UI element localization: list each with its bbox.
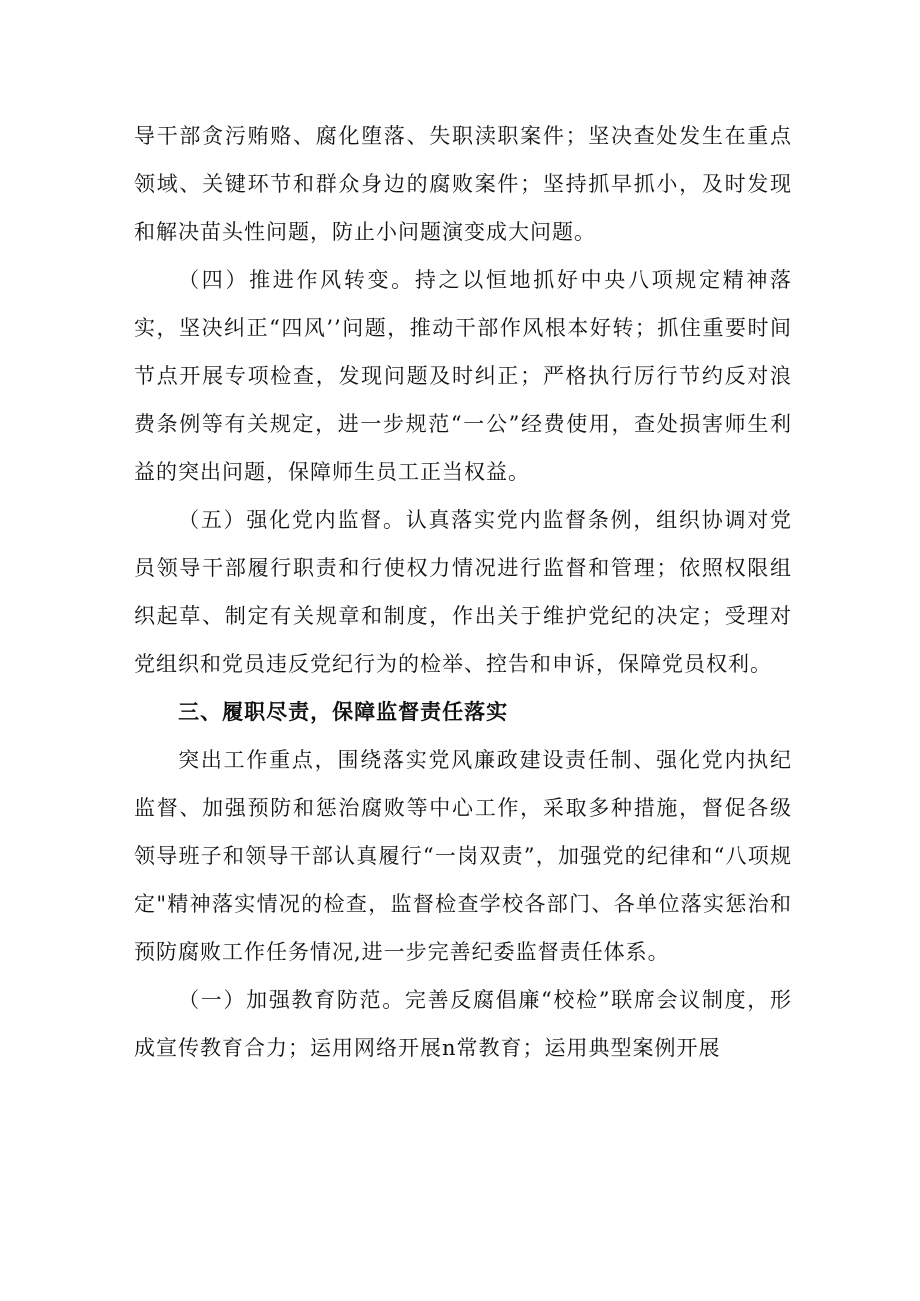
paragraph-section-intro: 突出工作重点，围绕落实党风廉政建设责任制、强化党内执纪监督、加强预防和惩治腐败等中心工作，采取多种措施，督促各级领导班子和领导干部认真履行“一岗双责”，加强党的纪律和“八项规定"精神落实情况的检查，监督检查学校各部门、各单位落实惩治和预防腐败工作任务情况,进一步完善纪委监督责任体系。 [134, 748, 792, 964]
paragraph-cases-continuation: 导干部贪污贿赂、腐化堕落、失职渎职案件；坚决查处发生在重点领域、关键环节和群众身边的腐败案件；坚持抓早抓小，及时发现和解决苗头性问题，防止小问题演变成大问题。 [134, 124, 792, 244]
paragraph-party-supervision: （五）强化党内监督。认真落实党内监督条例，组织协调对党员领导干部履行职责和行使权力情况进行监督和管理；依照权限组织起草、制定有关规章和制度，作出关于维护党纪的决定；受理对党组织和党员违反党纪行为的检举、控告和申诉，保障党员权利。 [134, 508, 792, 676]
document-page [134, 112, 792, 1072]
paragraph-work-style: （四）推进作风转变。持之以恒地抓好中央八项规定精神落实，坚决纠正“四风’’问题，推动干部作风根本好转；抓住重要时间节点开展专项检查，发现问题及时纠正；严格执行厉行节约反对浪费条例等有关规定，进一步规范“一公”经费使用，查处损害师生利益的突出问题，保障师生员工正当权益。 [134, 268, 792, 484]
paragraph-education-prevention: （一）加强教育防范。完善反腐倡廉“校检”联席会议制度，形成宣传教育合力；运用网络开展n常教育；运用典型案例开展 [134, 988, 792, 1060]
section-heading: 三、履职尽责，保障监督责任落实 [178, 700, 509, 724]
